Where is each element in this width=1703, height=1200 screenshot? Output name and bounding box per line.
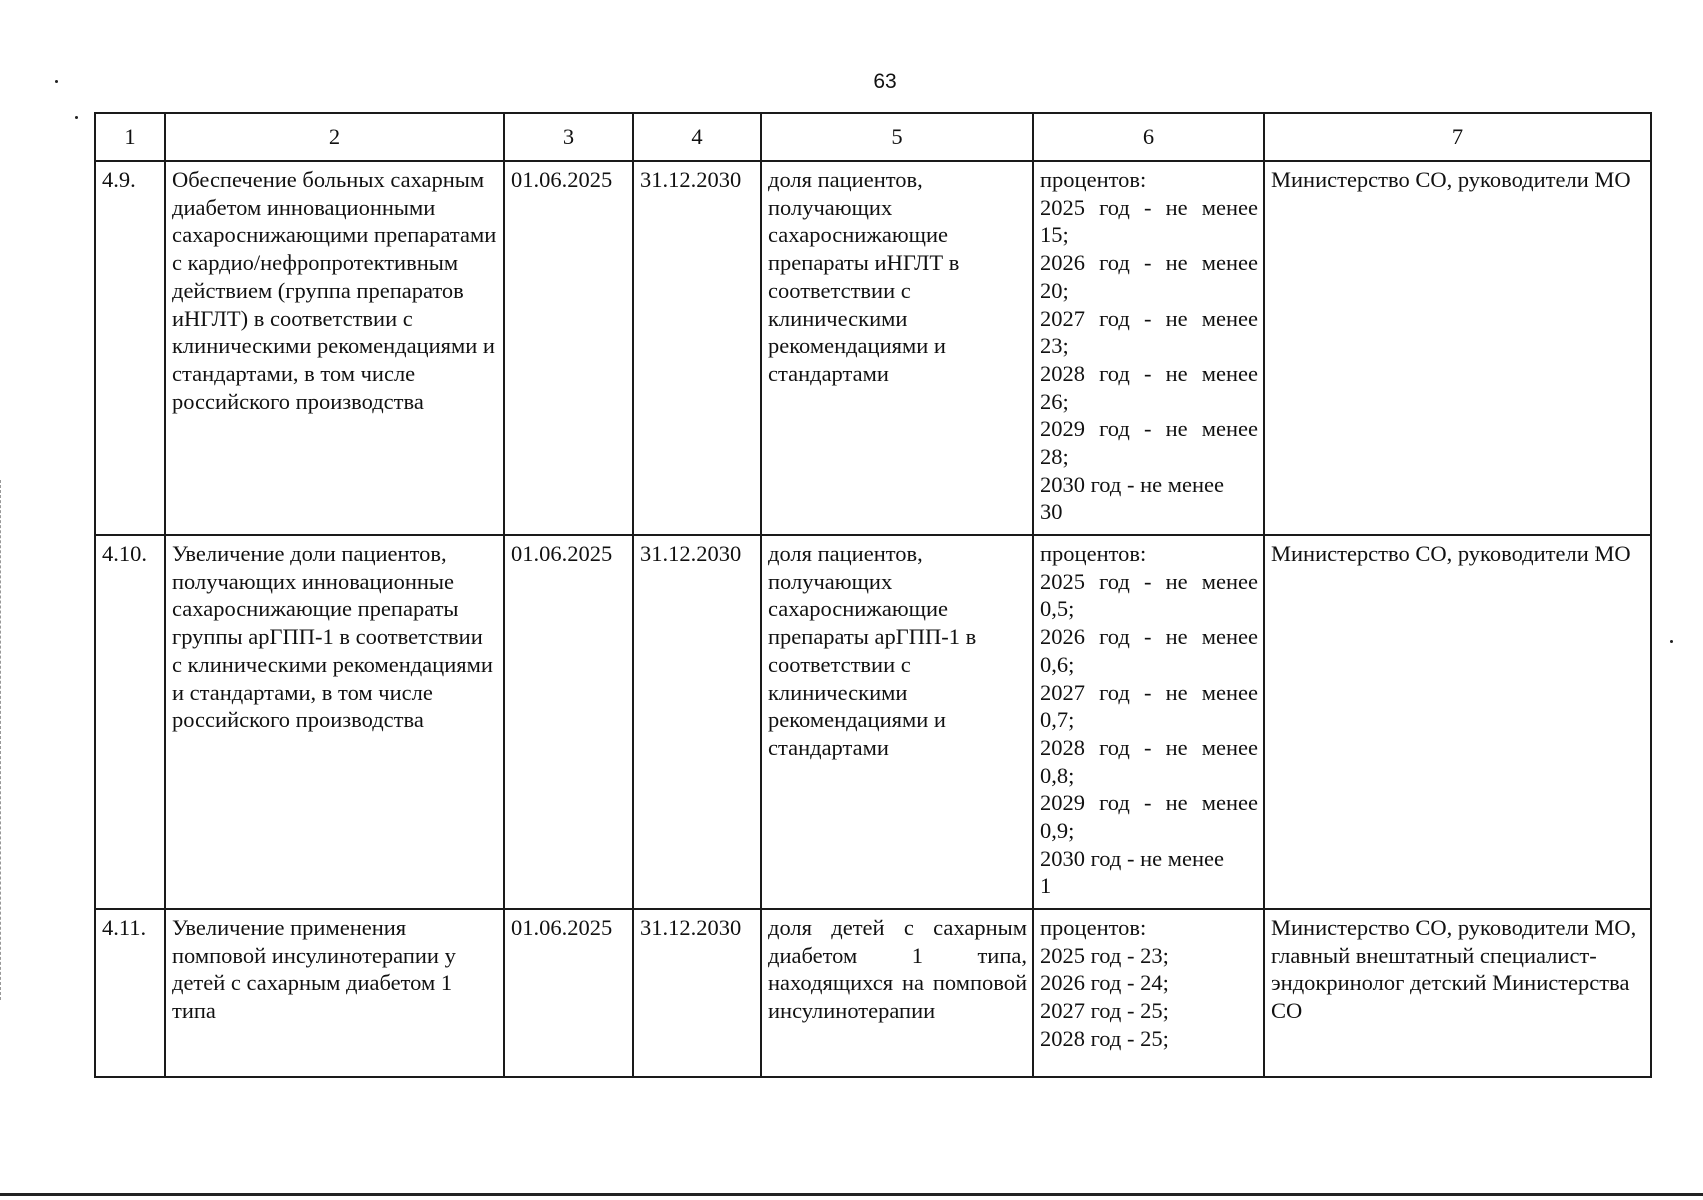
header-cell: 4 <box>633 113 761 161</box>
indicator-text: доля детей с сахарным диабетом 1 типа, находящихся на помповой инсулинотерапии <box>761 909 1033 1077</box>
target-value: 23; <box>1040 333 1069 359</box>
target-year: 2026 год - 24; <box>1040 970 1169 996</box>
target-year: 2029 год - не менее <box>1040 790 1258 816</box>
target-head: процентов: <box>1040 167 1147 192</box>
target-value: 30 <box>1040 499 1063 525</box>
responsible-text: Министерство СО, руководители МО <box>1264 161 1651 535</box>
target-values <box>1033 161 1264 535</box>
end-date: 31.12.2030 <box>633 909 761 1077</box>
header-row <box>95 113 1651 161</box>
header-cell: 1 <box>95 113 165 161</box>
target-year: 2027 год - 25; <box>1040 998 1169 1024</box>
target-year: 2029 год - не менее <box>1040 416 1258 442</box>
item-number: 4.10. <box>95 535 165 909</box>
target-year: 2025 год - 23; <box>1040 942 1169 968</box>
target-values <box>1033 535 1264 909</box>
target-year: 2027 год - не менее <box>1040 679 1258 705</box>
header-cell: 2 <box>165 113 504 161</box>
responsible-text: Министерство СО, руководители МО <box>1264 535 1651 909</box>
target-year: 2025 год - не менее <box>1040 194 1258 220</box>
target-value: 0,5; <box>1040 596 1075 622</box>
target-value: 0,9; <box>1040 818 1075 844</box>
end-date: 31.12.2030 <box>633 535 761 909</box>
table-row <box>95 535 1651 909</box>
scan-edge-artifact <box>0 480 3 1000</box>
header-cell: 3 <box>504 113 633 161</box>
header-cell: 7 <box>1264 113 1651 161</box>
table-row <box>95 909 1651 1077</box>
target-value: 15; <box>1040 222 1069 248</box>
target-value: 1 <box>1040 873 1052 899</box>
scan-speck <box>55 80 58 83</box>
target-year: 2025 год - не менее <box>1040 568 1258 594</box>
item-number: 4.11. <box>95 909 165 1077</box>
start-date: 01.06.2025 <box>504 909 633 1077</box>
target-year: 2026 год - не менее <box>1040 250 1258 276</box>
table-row <box>95 161 1651 535</box>
header-cell: 6 <box>1033 113 1264 161</box>
target-value: 20; <box>1040 277 1069 303</box>
indicator-text: доля пациентов, получающих сахароснижающие препараты иНГЛТ в соответствии с клиническими рекомендациями и стандартами <box>761 161 1033 535</box>
target-year: 2030 год - не менее <box>1040 845 1224 871</box>
target-value: 0,8; <box>1040 762 1075 788</box>
target-value: 0,7; <box>1040 707 1075 733</box>
responsible-text: Министерство СО, руководители МО, главный внештатный специалист-эндокринолог детский Министерства СО <box>1264 909 1651 1077</box>
activity-text: Увеличение применения помповой инсулинотерапии у детей с сахарным диабетом 1 типа <box>165 909 504 1077</box>
target-values <box>1033 909 1264 1077</box>
page-number: 63 <box>873 70 897 93</box>
target-year: 2028 год - 25; <box>1040 1025 1169 1051</box>
item-number: 4.9. <box>95 161 165 535</box>
target-year: 2028 год - не менее <box>1040 734 1258 760</box>
activity-text: Обеспечение больных сахарным диабетом инновационными сахароснижающими препаратами с кардио/нефропротективным действием (группа препаратов иНГЛТ) в соответствии с клиническими рекомендациями и стандартами, в том числе российского производства <box>165 161 504 535</box>
target-head: процентов: <box>1040 915 1147 940</box>
plan-table <box>94 112 1652 1078</box>
header-cell: 5 <box>761 113 1033 161</box>
target-year: 2027 год - не менее <box>1040 305 1258 331</box>
target-head: процентов: <box>1040 541 1147 566</box>
scan-speck <box>75 116 78 119</box>
target-year: 2028 год - не менее <box>1040 360 1258 386</box>
start-date: 01.06.2025 <box>504 535 633 909</box>
scan-bottom-edge <box>0 1193 1703 1196</box>
end-date: 31.12.2030 <box>633 161 761 535</box>
activity-text: Увеличение доли пациентов, получающих инновационные сахароснижающие препараты группы арГПП-1 в соответствии с клиническими рекомендациями и стандартами, в том числе российского производства <box>165 535 504 909</box>
target-year: 2030 год - не менее <box>1040 471 1224 497</box>
target-value: 28; <box>1040 444 1069 470</box>
scan-speck <box>1670 640 1673 643</box>
indicator-text: доля пациентов, получающих сахароснижающие препараты арГПП-1 в соответствии с клиническими рекомендациями и стандартами <box>761 535 1033 909</box>
target-value: 0,6; <box>1040 651 1075 677</box>
start-date: 01.06.2025 <box>504 161 633 535</box>
target-value: 26; <box>1040 388 1069 414</box>
target-year: 2026 год - не менее <box>1040 624 1258 650</box>
